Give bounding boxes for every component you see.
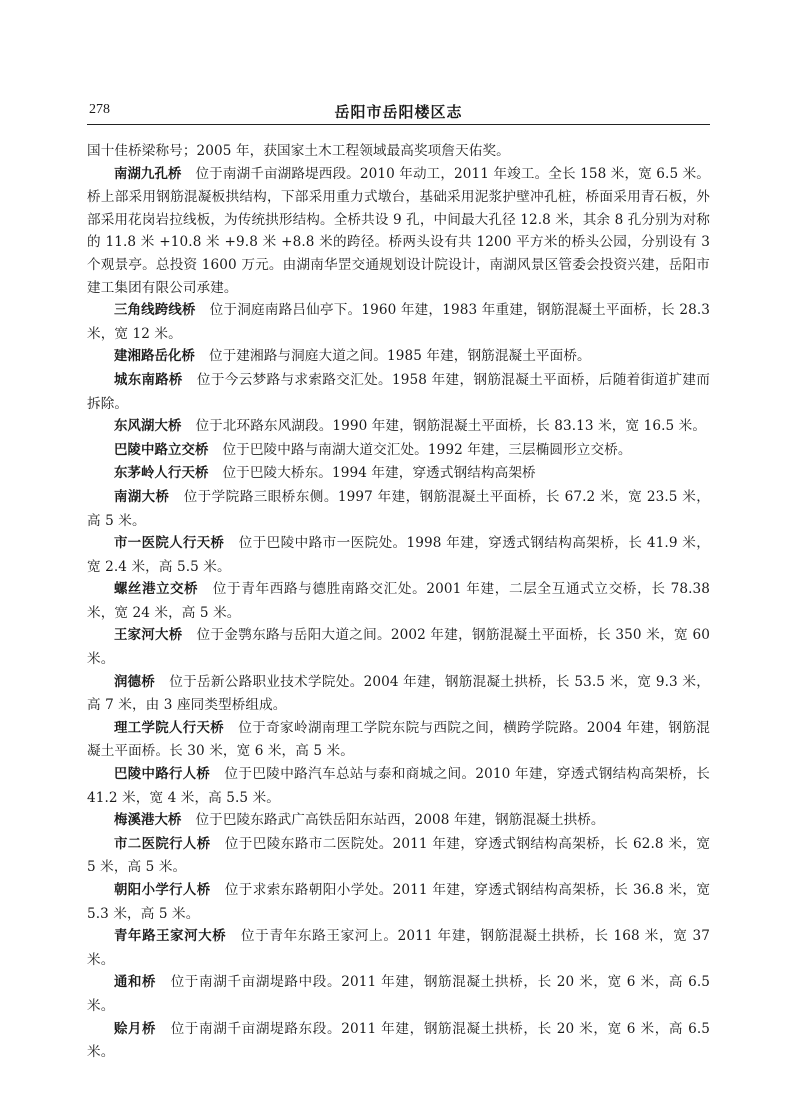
bridge-description: 位于金鹗东路与岳阳大道之间。2002 年建，钢筋混凝土平面桥，长 350 米，宽 60 米。 [87, 627, 711, 668]
bridge-entry [87, 578, 710, 624]
bridge-name: 南湖大桥 [114, 489, 170, 505]
bridge-description: 位于南湖千亩湖路堤西段。2010 年动工，2011 年竣工。全长 158 米，宽 6.5 米。桥上部采用钢筋混凝板拱结构，下部采用重力式墩台，基础采用泥浆护壁冲孔桩，桥面采用青石板，外部采用花岗岩拉线板，为传统拱形结构。全桥共设 9 孔，中间最大孔径 12.8 米，其余 8 孔分别为对称的 11.8 米 +10.8 米 +9.8 米 +8.8 米的跨径。桥两头设有共 1200 平方米的桥头公园，分别设有 3 个观景亭。总投资 1600 万元。由湖南华罡交通规划设计院设计，南湖风景区管委会投资兴建，岳阳市建工集团有限公司承建。 [87, 165, 711, 296]
bridge-description: 位于岳新公路职业技术学院处。2004 年建，钢筋混凝土拱桥，长 53.5 米，宽 9.3 米，高 7 米，由 3 座同类型桥组成。 [87, 673, 710, 714]
bridge-description: 位于巴陵东路市二医院处。2011 年建，穿透式钢结构高架桥，长 62.8 米，宽 5 米，高 5 米。 [87, 835, 711, 876]
bridge-description: 位于巴陵中路与南湖大道交汇处。1992 年建，三层椭圆形立交桥。 [222, 441, 632, 458]
bridge-description: 位于求索东路朝阳小学处。2011 年建，穿透式钢结构高架桥，长 36.8 米，宽 5.3 米，高 5 米。 [87, 882, 711, 922]
bridge-description: 位于巴陵大桥东。1994 年建，穿透式钢结构高架桥 [222, 465, 536, 482]
bridge-entry [87, 809, 710, 833]
bridge-name: 市一医院人行天桥 [114, 536, 225, 552]
bridge-name: 润德桥 [114, 674, 156, 690]
bridge-description: 位于巴陵中路市一医院处。1998 年建，穿透式钢结构高架桥，长 41.9 米，宽 2.4 米，高 5.5 米。 [87, 535, 710, 575]
bridge-description: 位于奇家岭湖南理工学院东院与西院之间，横跨学院路。2004 年建，钢筋混凝土平面桥。长 30 米，宽 6 米，高 5 米。 [87, 719, 710, 760]
page-number: 278 [89, 102, 110, 117]
bridge-description: 位于青年西路与德胜南路交汇处。2001 年建，二层全互通式立交桥，长 78.38 米，宽 24 米，高 5 米。 [87, 581, 710, 621]
bridge-description: 位于巴陵中路汽车总站与泰和商城之间。2010 年建，穿透式钢结构高架桥，长 41.2 米，宽 4 米，高 5.5 米。 [87, 766, 710, 806]
bridge-name: 通和桥 [114, 975, 157, 991]
bridge-name: 梅溪港大桥 [114, 813, 182, 829]
bridge-entry [87, 439, 710, 463]
bridge-name: 东风湖大桥 [114, 419, 182, 435]
bridge-name: 三角线跨线桥 [114, 303, 196, 319]
bridge-description: 位于建湘路与洞庭大道之间。1985 年建，钢筋混凝土平面桥。 [208, 348, 591, 365]
opening-paragraph: 国十佳桥梁称号；2005 年，获国家土木工程领域最高奖项詹天佑奖。 [87, 143, 510, 159]
bridge-entry [87, 624, 710, 670]
bridge-entry [87, 299, 710, 345]
bridge-entry [87, 415, 710, 439]
bridge-name: 朝阳小学行人桥 [114, 883, 211, 898]
bridge-entry [87, 369, 710, 415]
body-text [87, 140, 710, 1064]
bridge-name: 巴陵中路立交桥 [114, 442, 209, 458]
bridge-entry [87, 462, 710, 486]
bridge-name: 南湖九孔桥 [114, 166, 182, 182]
bridge-entry [87, 833, 710, 879]
bridge-entry [87, 925, 710, 971]
bridge-entry [87, 717, 710, 763]
bridge-entry [87, 1018, 710, 1064]
bridge-name: 巴陵中路行人桥 [114, 767, 211, 783]
bridge-name: 赊月桥 [114, 1021, 157, 1037]
bridge-name: 市二医院行人桥 [114, 836, 211, 852]
bridge-description: 位于洞庭南路吕仙亭下。1960 年建，1983 年重建，钢筋混凝土平面桥，长 28.3 米，宽 12 米。 [87, 302, 710, 342]
bridge-description: 位于北环路东风湖段。1990 年建，钢筋混凝土平面桥，长 83.13 米，宽 16.5 米。 [195, 418, 707, 435]
bridge-name: 王家河大桥 [114, 628, 183, 644]
bridge-name: 理工学院人行天桥 [114, 720, 224, 736]
bridge-entry [87, 671, 710, 717]
bridge-name: 青年路王家河大桥 [114, 929, 227, 945]
bridge-description: 位于今云梦路与求索路交汇处。1958 年建，钢筋混凝土平面桥，后随着街道扩建而拆除。 [87, 371, 710, 412]
bridge-entry [87, 163, 710, 300]
header-title: 岳阳市岳阳楼区志 [334, 103, 463, 121]
bridge-description: 位于南湖千亩湖堤路中段。2011 年建，钢筋混凝土拱桥，长 20 米，宽 6 米，高 6.5 米。 [87, 974, 710, 1014]
bridge-description: 位于巴陵东路武广高铁岳阳东站西，2008 年建，钢筋混凝土拱桥。 [195, 812, 605, 829]
bridge-entry [87, 345, 710, 369]
bridge-description: 位于南湖千亩湖堤路东段。2011 年建，钢筋混凝土拱桥，长 20 米，宽 6 米，高 6.5 米。 [87, 1020, 710, 1061]
bridge-entry [87, 763, 710, 809]
bridge-name: 东茅岭人行天桥 [114, 466, 209, 482]
running-header [87, 98, 710, 125]
bridge-name: 建湘路岳化桥 [114, 349, 195, 365]
bridge-name: 城东南路桥 [114, 372, 183, 388]
bridge-description: 位于青年东路王家河上。2011 年建，钢筋混凝土拱桥，长 168 米，宽 37 米。 [87, 928, 710, 968]
bridge-name: 螺丝港立交桥 [114, 582, 199, 598]
bridge-description: 位于学院路三眼桥东侧。1997 年建，钢筋混凝土平面桥，长 67.2 米，宽 23.5 米，高 5 米。 [87, 488, 710, 529]
bridge-entry [87, 532, 710, 578]
bridge-entry [87, 486, 710, 532]
bridge-entry [87, 971, 710, 1017]
bridge-entry [87, 879, 710, 925]
